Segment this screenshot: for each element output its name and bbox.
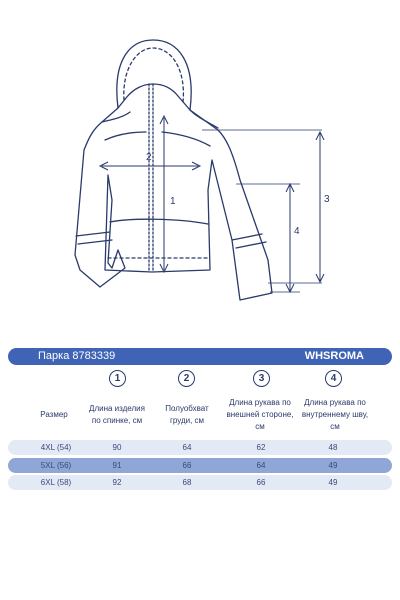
waist-seam bbox=[110, 219, 208, 224]
value-cell: 68 bbox=[182, 478, 192, 487]
product-banner bbox=[8, 348, 392, 365]
measure-3-label: 3 bbox=[324, 194, 330, 205]
value-cell: 49 bbox=[328, 478, 338, 487]
table-row bbox=[8, 440, 392, 455]
left-shoulder-seam bbox=[102, 112, 130, 122]
size-cell: 6XL (58) bbox=[40, 478, 72, 487]
value-cell: 62 bbox=[256, 443, 266, 452]
brand-name: WHSROMA bbox=[304, 350, 364, 362]
measure-4-label: 4 bbox=[294, 226, 300, 237]
value-cell: 64 bbox=[256, 461, 266, 470]
column-number-4: 4 bbox=[325, 370, 342, 387]
size-cell: 5XL (56) bbox=[40, 461, 72, 470]
product-title: Парка 8783339 bbox=[38, 350, 116, 362]
column-number-3: 3 bbox=[253, 370, 270, 387]
measure-1-label: 1 bbox=[170, 196, 176, 207]
table-row bbox=[8, 475, 392, 490]
table-row bbox=[8, 458, 392, 473]
measure-2-label: 2 bbox=[146, 152, 152, 163]
hood-outline bbox=[117, 40, 191, 110]
size-cell: 4XL (54) bbox=[40, 443, 72, 452]
yoke-right bbox=[162, 132, 210, 146]
value-cell: 66 bbox=[256, 478, 266, 487]
value-cell: 92 bbox=[112, 478, 122, 487]
value-cell: 66 bbox=[182, 461, 192, 470]
header-length: Длина изделия по спинке, см bbox=[89, 404, 145, 425]
value-cell: 48 bbox=[328, 443, 338, 452]
column-number-1: 1 bbox=[109, 370, 126, 387]
header-size: Размер bbox=[40, 410, 68, 419]
header-sleeve-outer: Длина рукава по внешней стороне, см bbox=[226, 398, 294, 431]
value-cell: 49 bbox=[328, 461, 338, 470]
value-cell: 64 bbox=[182, 443, 192, 452]
value-cell: 90 bbox=[112, 443, 122, 452]
column-number-2: 2 bbox=[178, 370, 195, 387]
header-chest: Полуобхват груди, см bbox=[165, 404, 209, 425]
value-cell: 91 bbox=[112, 461, 122, 470]
header-sleeve-inner: Длина рукава по внутреннему шву, см bbox=[301, 398, 369, 431]
yoke-left bbox=[105, 132, 146, 140]
